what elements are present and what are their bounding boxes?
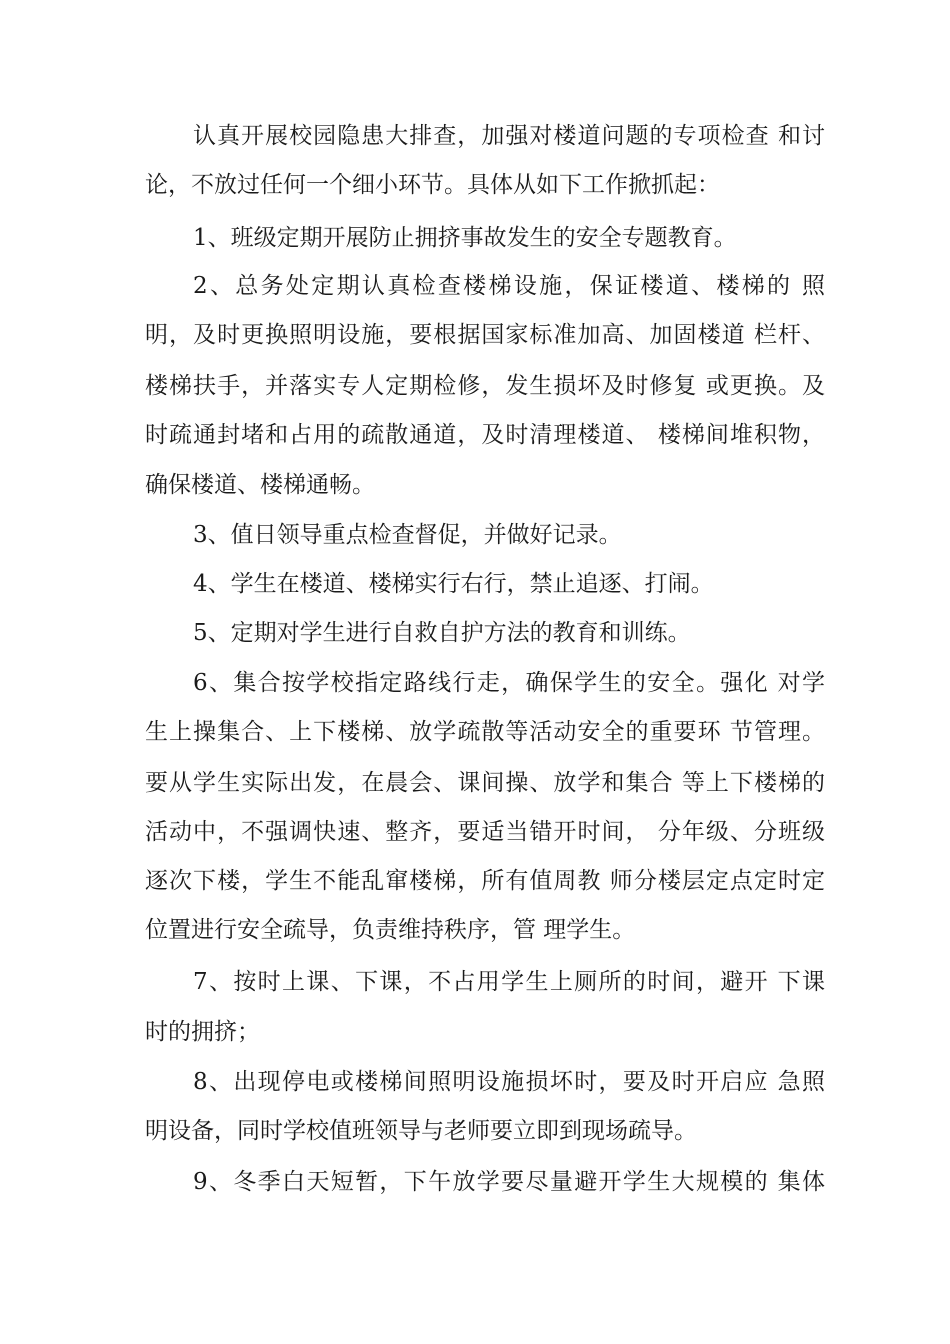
paragraph-line: 位置进行安全疏导，负责维持秩序，管 理学生。 [145, 917, 636, 943]
paragraph-line: 逐次下楼，学生不能乱窜楼梯，所有值周教 师分楼层定点定时定 [145, 868, 825, 894]
list-item-4: 4、学生在楼道、楼梯实行右行，禁止追逐、打闹。 [193, 571, 714, 597]
list-item-9: 9、冬季白天短暂，下午放学要尽量避开学生大规模的 集体 [193, 1169, 825, 1195]
paragraph-line: 时疏通封堵和占用的疏散通道，及时清理楼道、 楼梯间堆积物， [145, 422, 825, 448]
list-item-7: 7、按时上课、下课，不占用学生上厕所的时间，避开 下课 [193, 969, 825, 995]
paragraph-line: 生上操集合、上下楼梯、放学疏散等活动安全的重要环 节管理。 [145, 719, 825, 745]
list-item-3: 3、值日领导重点检查督促，并做好记录。 [193, 522, 622, 548]
paragraph-line: 要从学生实际出发，在晨会、课间操、放学和集合 等上下楼梯的 [145, 770, 825, 796]
paragraph-line: 明，及时更换照明设施，要根据国家标准加高、加固楼道 栏杆、 [145, 322, 825, 348]
paragraph-line: 时的拥挤； [145, 1019, 260, 1045]
list-item-6: 6、集合按学校指定路线行走，确保学生的安全。强化 对学 [193, 670, 825, 696]
paragraph-line: 明设备，同时学校值班领导与老师要立即到现场疏导。 [145, 1118, 697, 1144]
list-item-1: 1、班级定期开展防止拥挤事故发生的安全专题教育。 [193, 225, 737, 251]
paragraph-line: 认真开展校园隐患大排查，加强对楼道问题的专项检查 和讨 [193, 123, 825, 149]
paragraph-line: 确保楼道、楼梯通畅。 [145, 472, 375, 498]
list-item-8: 8、出现停电或楼梯间照明设施损坏时，要及时开启应 急照 [193, 1069, 825, 1095]
list-item-5: 5、定期对学生进行自救自护方法的教育和训练。 [193, 620, 691, 646]
paragraph-line: 活动中，不强调快速、整齐，要适当错开时间， 分年级、分班级 [145, 819, 825, 845]
paragraph-line: 楼梯扶手，并落实专人定期检修，发生损坏及时修复 或更换。及 [145, 373, 825, 399]
list-item-2: 2、总务处定期认真检查楼梯设施，保证楼道、楼梯的 照 [193, 273, 825, 299]
paragraph-line: 论，不放过任何一个细小环节。具体从如下工作掀抓起： [145, 172, 720, 198]
